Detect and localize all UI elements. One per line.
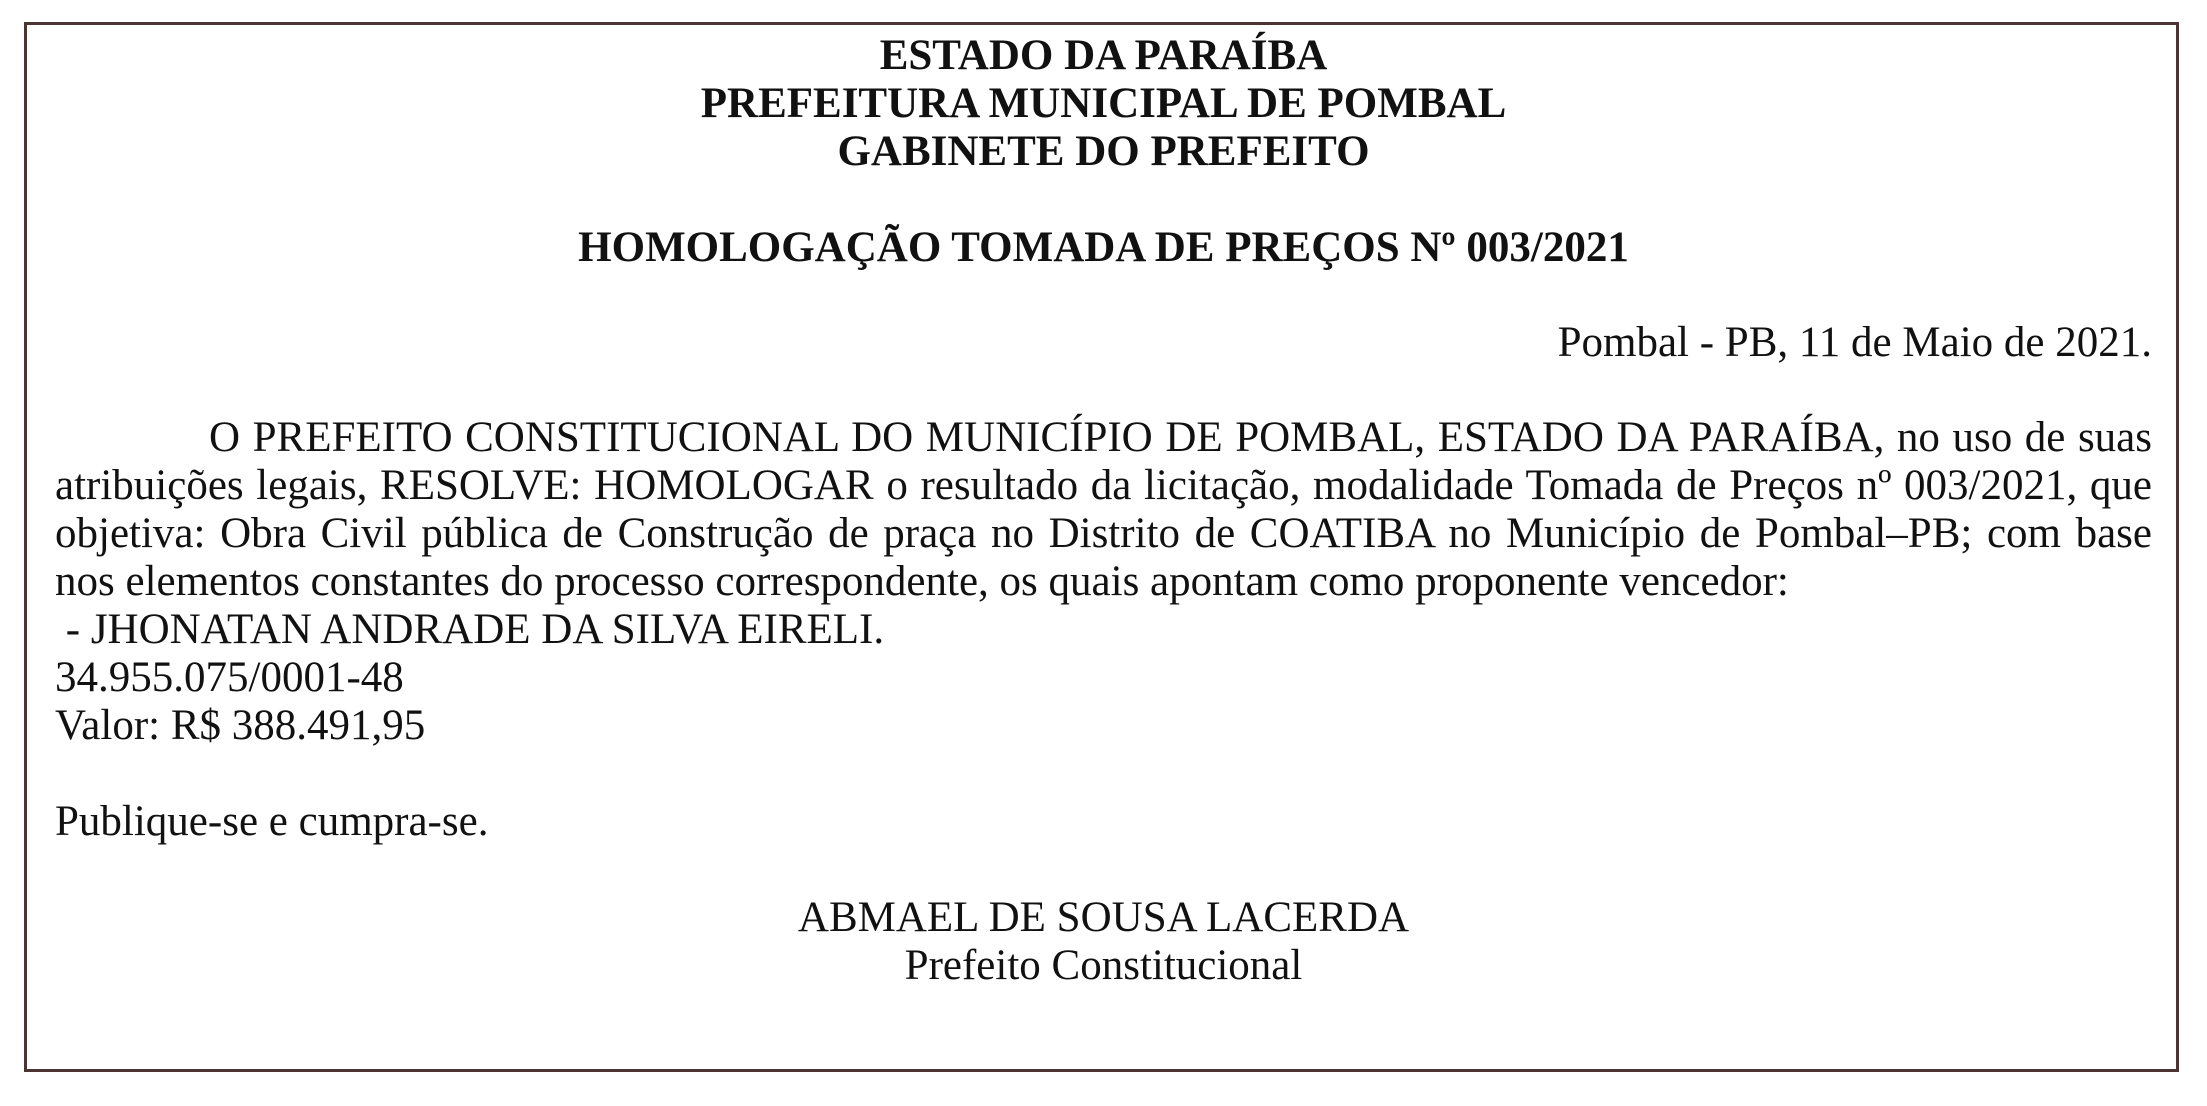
winner-name: - JHONATAN ANDRADE DA SILVA EIRELI.: [55, 606, 885, 653]
signature-role: Prefeito Constitucional: [904, 942, 1303, 989]
signature-name: ABMAEL DE SOUSA LACERDA: [797, 894, 1410, 941]
header-office: GABINETE DO PREFEITO: [837, 128, 1370, 175]
winner-cnpj: 34.955.075/0001-48: [55, 654, 404, 701]
date-line: Pombal - PB, 11 de Maio de 2021.: [1557, 319, 2152, 366]
closing-text: Publique-se e cumpra-se.: [55, 798, 489, 845]
document-title: HOMOLOGAÇÃO TOMADA DE PREÇOS Nº 003/2021: [578, 224, 1629, 271]
header-state: ESTADO DA PARAÍBA: [879, 32, 1328, 79]
document-content: [55, 32, 2152, 990]
signature-block: [55, 894, 2152, 990]
body-paragraph: O PREFEITO CONSTITUCIONAL DO MUNICÍPIO DE POMBAL, ESTADO DA PARAÍBA, no uso de suas atribuições legais, RESOLVE: HOMOLOGAR o resultado da licitação, modalidade Tomada de Preços nº 003/2021, que objetiva: Obra Civil pública de Construção de praça no Distrito de COATIBA no Município de Pombal–PB; com base nos elementos constantes do processo correspondente, os quais apontam como proponente vencedor:: [55, 414, 2152, 605]
header-municipality: PREFEITURA MUNICIPAL DE POMBAL: [700, 80, 1507, 127]
document-header: [55, 32, 2152, 176]
winner-value: Valor: R$ 388.491,95: [55, 702, 426, 749]
